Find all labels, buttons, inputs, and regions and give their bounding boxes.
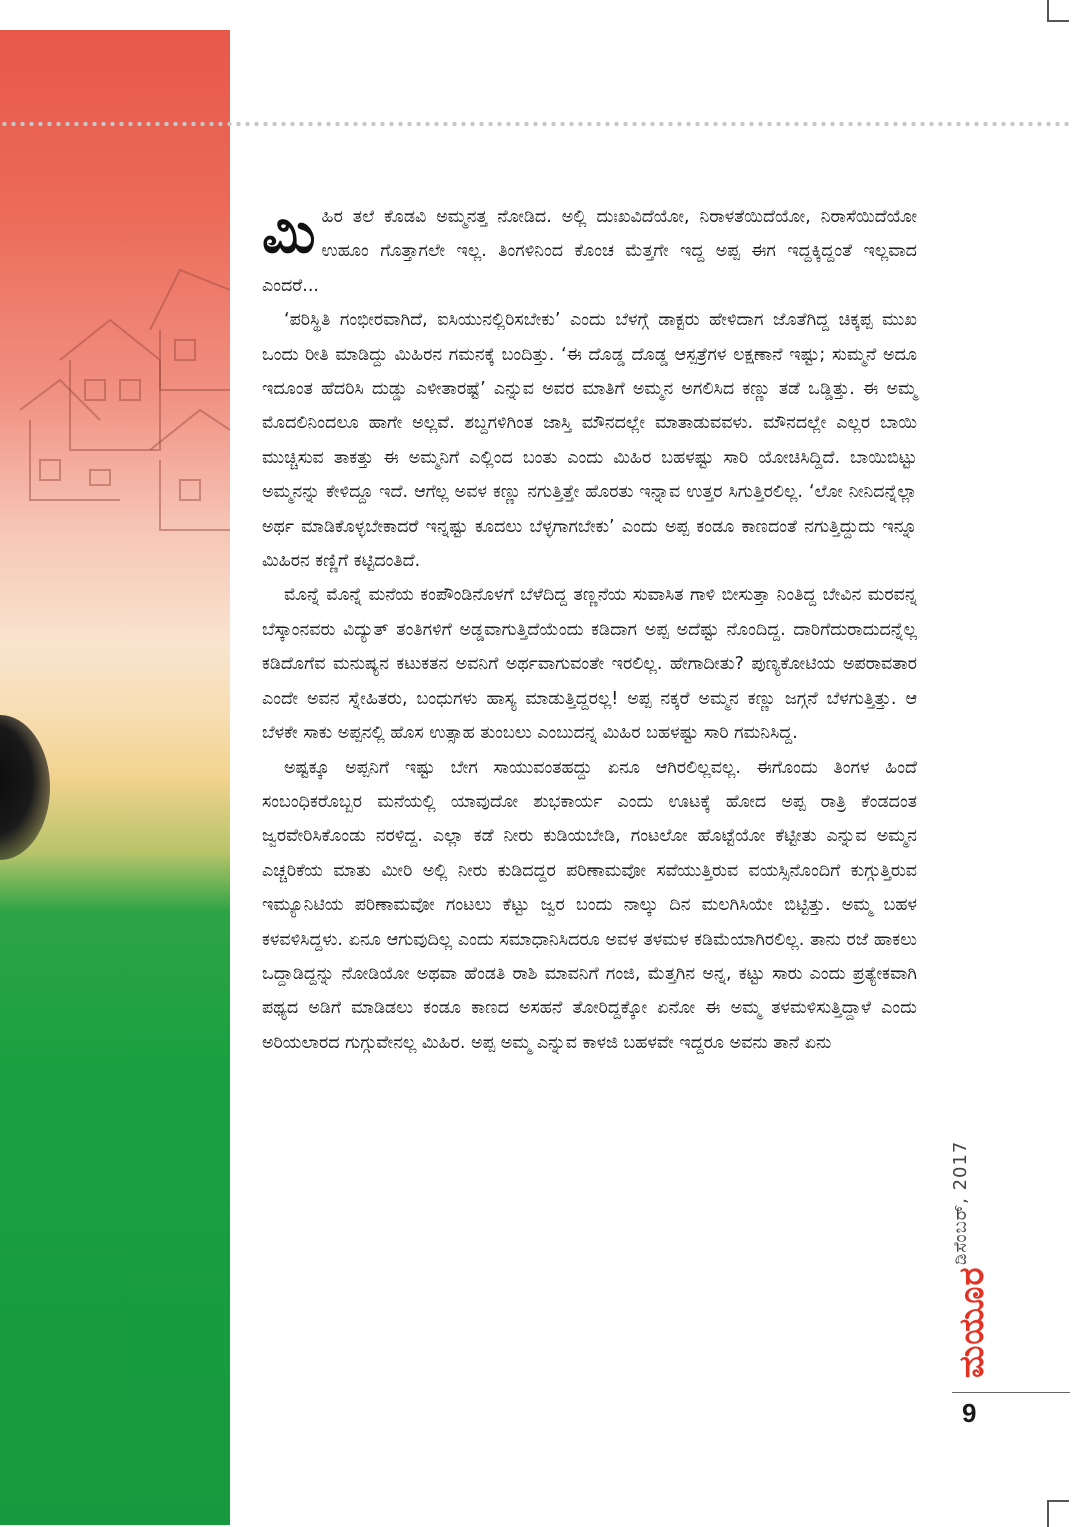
story-paragraph-2: ‘ಪರಿಸ್ಥಿತಿ ಗಂಭೀರವಾಗಿದೆ, ಐಸಿಯುನಲ್ಲಿರಿಸಬೇಕು’ ಎಂದು ಬೆಳಗ್ಗೆ ಡಾಕ್ಟರು ಹೇಳಿದಾಗ ಜೊತೆಗಿದ್ದ ಚಿಕ್ಕಪ್ಪ ಮುಖ ಒಂದು ರೀತಿ ಮಾಡಿದ್ದು ಮಿಹಿರನ ಗಮನಕ್ಕೆ ಬಂದಿತ್ತು. ‘ಈ ದೊಡ್ಡ ದೊಡ್ಡ ಆಸ್ಪತ್ರೆಗಳ ಲಕ್ಷಣಾನೆ ಇಷ್ಟು; ಸುಮ್ಮನೆ ಅದೂ ಇದೂಂತ ಹೆದರಿಸಿ ದುಡ್ಡು ಎಳೀತಾರಷ್ಟೆ’ ಎನ್ನುವ ಅವರ ಮಾತಿಗೆ ಅಮ್ಮನ ಅಗಲಿಸಿದ ಕಣ್ಣು ತಡೆ ಒಡ್ಡಿತ್ತು. ಈ ಅಮ್ಮ ಮೊದಲಿನಿಂದಲೂ ಹಾಗೇ ಅಲ್ಲವೆ. ಶಬ್ದಗಳಿಗಿಂತ ಜಾಸ್ತಿ ಮೌನದಲ್ಲೇ ಮಾತಾಡುವವಳು. ಮೌನದಲ್ಲೇ ಎಲ್ಲರ ಬಾಯಿ ಮುಚ್ಚಿಸುವ ತಾಕತ್ತು ಈ ಅಮ್ಮನಿಗೆ ಎಲ್ಲಿಂದ ಬಂತು ಎಂದು ಮಿಹಿರ ಬಹಳಷ್ಟು ಸಾರಿ ಯೋಚಿಸಿದ್ದಿದೆ. ಬಾಯಿಬಿಟ್ಟು ಅಮ್ಮನನ್ನು ಕೇಳಿದ್ದೂ ಇದೆ. ಆಗೆಲ್ಲ ಅವಳ ಕಣ್ಣು ನಗುತ್ತಿತ್ತೇ ಹೊರತು ಇನ್ನಾವ ಉತ್ತರ ಸಿಗುತ್ತಿರಲಿಲ್ಲ. ‘ಲೋ ನೀನಿದನ್ನೆಲ್ಲಾ ಅರ್ಥ ಮಾಡಿಕೊಳ್ಳಬೇಕಾದರೆ ಇನ್ನಷ್ಟು ಕೂದಲು ಬೆಳ್ಳಗಾಗಬೇಕು’ ಎಂದು ಅಪ್ಪ ಕಂಡೂ ಕಾಣದಂತೆ ನಗುತ್ತಿದ್ದುದು ಇನ್ನೂ ಮಿಹಿರನ ಕಣ್ಣಿಗೆ ಕಟ್ಟಿದಂತಿದೆ.	[262, 310, 917, 572]
story-paragraph-4: ಅಷ್ಟಕ್ಕೂ ಅಪ್ಪನಿಗೆ ಇಷ್ಟು ಬೇಗ ಸಾಯುವಂತಹದ್ದು ಏನೂ ಆಗಿರಲಿಲ್ಲವಲ್ಲ. ಈಗೊಂದು ತಿಂಗಳ ಹಿಂದೆ ಸಂಬಂಧಿಕರೊಬ್ಬರ ಮನೆಯಲ್ಲಿ ಯಾವುದೋ ಶುಭಕಾರ್ಯ ಎಂದು ಊಟಕ್ಕೆ ಹೋದ ಅಪ್ಪ ರಾತ್ರಿ ಕೆಂಡದಂತ ಜ್ವರವೇರಿಸಿಕೊಂಡು ನರಳಿದ್ದ. ಎಲ್ಲಾ ಕಡೆ ನೀರು ಕುಡಿಯಬೇಡಿ, ಗಂಟಲೋ ಹೊಟ್ಟೆಯೋ ಕೆಟ್ಟೀತು ಎನ್ನುವ ಅಮ್ಮನ ಎಚ್ಚರಿಕೆಯ ಮಾತು ಮೀರಿ ಅಲ್ಲಿ ನೀರು ಕುಡಿದದ್ದರ ಪರಿಣಾಮವೋ ಸವೆಯುತ್ತಿರುವ ವಯಸ್ಸಿನೊಂದಿಗೆ ಕುಗ್ಗುತ್ತಿರುವ ಇಮ್ಯೂನಿಟಿಯ ಪರಿಣಾಮವೋ ಗಂಟಲು ಕೆಟ್ಟು ಜ್ವರ ಬಂದು ನಾಲ್ಕು ದಿನ ಮಲಗಿಸಿಯೇ ಬಿಟ್ಟಿತ್ತು. ಅಮ್ಮ ಬಹಳ ಕಳವಳಿಸಿದ್ದಳು. ಏನೂ ಆಗುವುದಿಲ್ಲ ಎಂದು ಸಮಾಧಾನಿಸಿದರೂ ಅವಳ ತಳಮಳ ಕಡಿಮೆಯಾಗಿರಲಿಲ್ಲ. ತಾನು ರಜೆ ಹಾಕಲು ಒದ್ದಾಡಿದ್ದನ್ನು ನೋಡಿಯೋ ಅಥವಾ ಹೆಂಡತಿ ರಾಶಿ ಮಾವನಿಗೆ ಗಂಜಿ, ಮೆತ್ತಗಿನ ಅನ್ನ, ಕಟ್ಟು ಸಾರು ಎಂದು ಪ್ರತ್ಯೇಕವಾಗಿ ಪಥ್ಯದ ಅಡಿಗೆ ಮಾಡಿಡಲು ಕಂಡೂ ಕಾಣದ ಅಸಹನೆ ತೋರಿದ್ದಕ್ಕೋ ಏನೋ ಈ ಅಮ್ಮ ತಳಮಳಿಸುತ್ತಿದ್ದಾಳೆ ಎಂದು ಅರಿಯಲಾರದ ಗುಗ್ಗುವೇನಲ್ಲ ಮಿಹಿರ. ಅಪ್ಪ ಅಮ್ಮ ಎನ್ನುವ ಕಾಳಜಿ ಬಹಳವೇ ಇದ್ದರೂ ಅವನು ತಾನೆ ಏನು	[262, 757, 917, 1053]
dotted-divider	[0, 121, 1072, 127]
story-paragraph-1: ಮಿಹಿರ ತಲೆ ಕೊಡವಿ ಅಮ್ಮನತ್ತ ನೋಡಿದ. ಅಲ್ಲಿ ದುಃಖವಿದೆಯೋ, ನಿರಾಳತೆಯಿದೆಯೋ, ನಿರಾಸೆಯಿದೆಯೋ ಉಹೂಂ ಗೊತ್ತಾಗಲೇ ಇಲ್ಲ. ತಿಂಗಳಿನಿಂದ ಕೊಂಚ ಮೆತ್ತಗೇ ಇದ್ದ ಅಪ್ಪ ಈಗ ಇದ್ದಕ್ಕಿದ್ದಂತೆ ಇಲ್ಲವಾದ ಎಂದರೆ...	[262, 201, 917, 296]
story-paragraph-3: ಮೊನ್ನೆ ಮೊನ್ನೆ ಮನೆಯ ಕಂಪೌಂಡಿನೊಳಗೆ ಬೆಳೆದಿದ್ದ ತಣ್ಣನೆಯ ಸುವಾಸಿತ ಗಾಳಿ ಬೀಸುತ್ತಾ ನಿಂತಿದ್ದ ಬೇವಿನ ಮರವನ್ನ ಬೆಸ್ಕಾಂನವರು ವಿದ್ಯುತ್ ತಂತಿಗಳಿಗೆ ಅಡ್ಡವಾಗುತ್ತಿದೆಯೆಂದು ಕಡಿದಾಗ ಅಪ್ಪ ಅದೆಷ್ಟು ನೊಂದಿದ್ದ. ದಾರಿಗೆದುರಾದುದನ್ನೆಲ್ಲ ಕಡಿದೊಗೆವ ಮನುಷ್ಯನ ಕಟುಕತನ ಅವನಿಗೆ ಅರ್ಥವಾಗುವಂತೇ ಇರಲಿಲ್ಲ. ಹೇಗಾದೀತು? ಪುಣ್ಯಕೋಟಿಯ ಅಪರಾವತಾರ ಎಂದೇ ಅವನ ಸ್ನೇಹಿತರು, ಬಂಧುಗಳು ಹಾಸ್ಯ ಮಾಡುತ್ತಿದ್ದರಲ್ಲ! ಅಪ್ಪ ನಕ್ಕರೆ ಅಮ್ಮನ ಕಣ್ಣು ಜಗ್ಗನೆ ಬೆಳಗುತ್ತಿತ್ತು. ಆ ಬೆಳಕೇ ಸಾಕು ಅಪ್ಪನಲ್ಲಿ ಹೊಸ ಉತ್ಸಾಹ ತುಂಬಲು ಎಂಬುದನ್ನ ಮಿಹಿರ ಬಹಳಷ್ಟು ಸಾರಿ ಗಮನಿಸಿದ್ದ.	[262, 585, 917, 744]
page-number-rule	[952, 1392, 1070, 1393]
story-body	[262, 200, 917, 1060]
drop-cap: ಮಿ	[262, 201, 316, 266]
decorative-side-artwork	[0, 30, 230, 1525]
crop-mark-top	[1047, 0, 1069, 22]
crop-mark-bottom	[1047, 1500, 1069, 1527]
magazine-logo: ಮಯೂರ	[952, 1266, 992, 1378]
issue-date: ಡಿಸೆಂಬರ್, 2017	[950, 1140, 971, 1265]
page-number: 9	[962, 1398, 977, 1428]
